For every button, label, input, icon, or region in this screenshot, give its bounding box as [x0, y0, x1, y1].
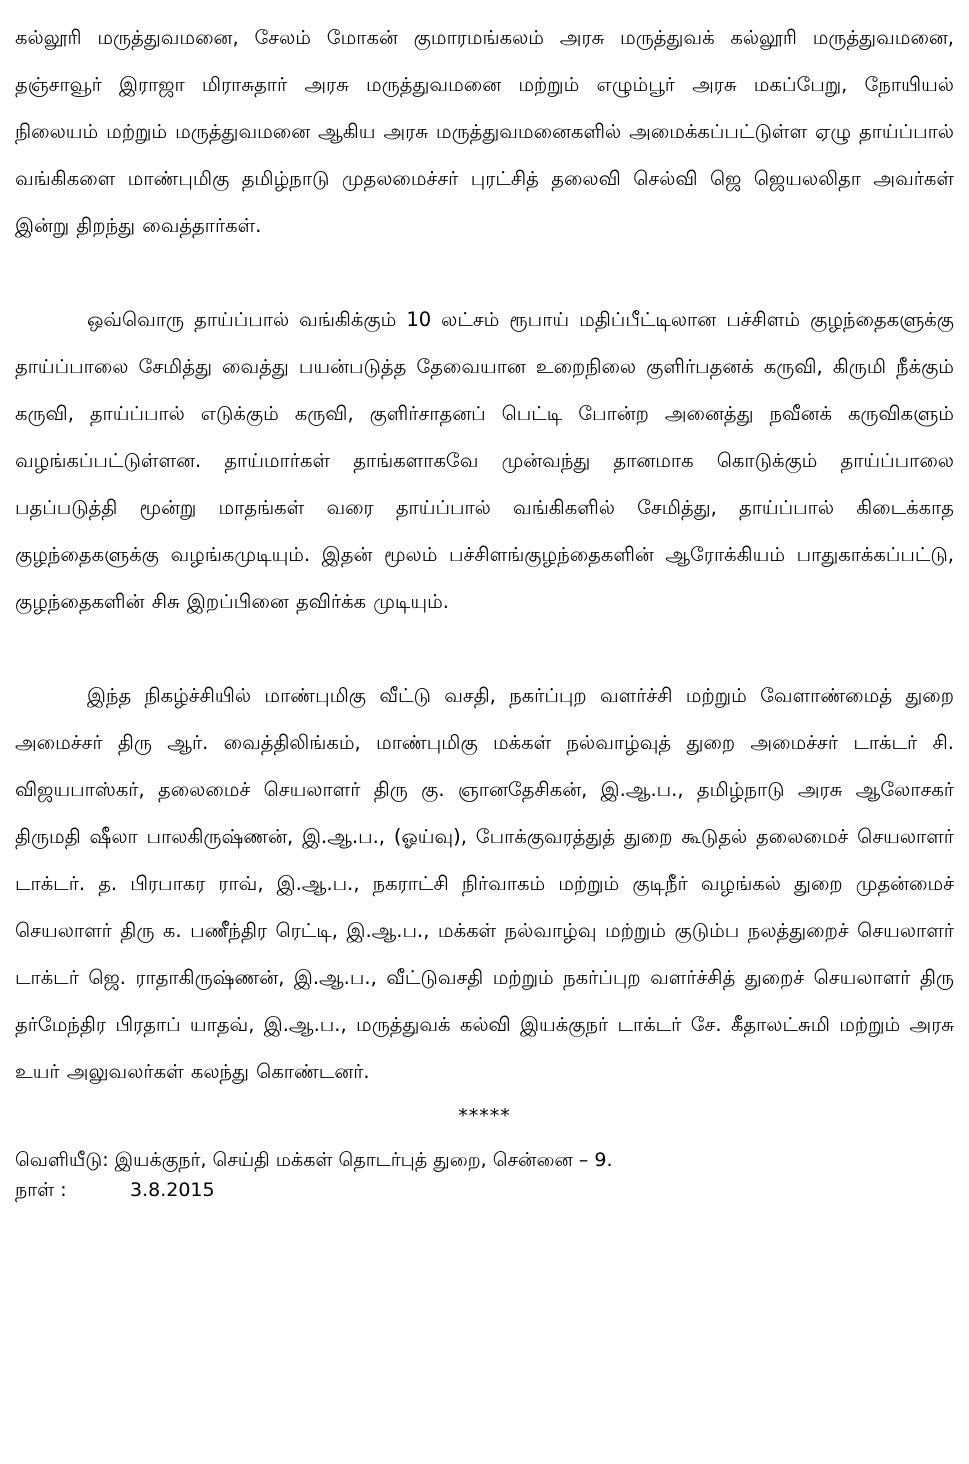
- paragraph-hospitals-inauguration: கல்லூரி மருத்துவமனை, சேலம் மோகன் குமாரமங்கலம் அரசு மருத்துவக் கல்லூரி மருத்துவமனை, தஞ்சாவூர் இராஜா மிராசுதார் அரசு மருத்துவமனை மற்றும் எழும்பூர் அரசு மகப்பேறு, நோயியல் நிலையம் மற்றும் மருத்துவமனை ஆகிய அரசு மருத்துவமனைகளில் அமைக்கப்பட்டுள்ள ஏழு தாய்ப்பால் வங்கிகளை மாண்புமிகு தமிழ்நாடு முதலமைச்சர் புரட்சித் தலைவி செல்வி ஜெ ஜெயலலிதா அவர்கள் இன்று திறந்து வைத்தார்கள்.: [15, 26, 954, 237]
- paragraph-attendees: இந்த நிகழ்ச்சியில் மாண்புமிகு வீட்டு வசதி, நகர்ப்புற வளர்ச்சி மற்றும் வேளாண்மைத் துறை அமைச்சர் திரு ஆர். வைத்திலிங்கம், மாண்புமிகு மக்கள் நல்வாழ்வுத் துறை அமைச்சர் டாக்டர் சி. விஜயபாஸ்கர், தலைமைச் செயலாளர் திரு கு. ஞானதேசிகன், இ.ஆ.ப., தமிழ்நாடு அரசு ஆலோசகர் திருமதி ஷீலா பாலகிருஷ்ணன், இ.ஆ.ப., (ஓய்வு), போக்குவரத்துத் துறை கூடுதல் தலைமைச் செயலாளர் டாக்டர். த. பிரபாகர ராவ், இ.ஆ.ப., நகராட்சி நிர்வாகம் மற்றும் குடிநீர் வழங்கல் துறை முதன்மைச் செயலாளர் திரு க. பணீந்திர ரெட்டி, இ.ஆ.ப., மக்கள் நல்வாழ்வு மற்றும் குடும்ப நலத்துறைச் செயலாளர் டாக்டர் ஜெ. ராதாகிருஷ்ணன், இ.ஆ.ப., வீட்டுவசதி மற்றும் நகர்ப்புற வளர்ச்சித் துறைச் செயலாளர் திரு தர்மேந்திர பிரதாப் யாதவ், இ.ஆ.ப., மருத்துவக் கல்வி இயக்குநர் டாக்டர் சே. கீதாலட்சுமி மற்றும் அரசு உயர் அலுவலர்கள் கலந்து கொண்டனர்.: [15, 684, 954, 1083]
- date-row: [15, 1175, 954, 1205]
- paragraph-gap: [15, 249, 954, 296]
- paragraph-gap: [15, 625, 954, 672]
- date-value: 3.8.2015: [130, 1179, 215, 1201]
- date-label: நாள் :: [15, 1179, 67, 1201]
- release-line: வெளியீடு: இயக்குநர், செய்தி மக்கள் தொடர்புத் துறை, சென்னை – 9.: [15, 1149, 613, 1171]
- release-footer: [15, 1145, 954, 1205]
- separator-stars: *****: [458, 1105, 511, 1127]
- paragraph-milk-bank-equipment: ஒவ்வொரு தாய்ப்பால் வங்கிக்கும் 10 லட்சம் ரூபாய் மதிப்பீட்டிலான பச்சிளம் குழந்தைகளுக்கு தாய்ப்பாலை சேமித்து வைத்து பயன்படுத்த தேவையான உறைநிலை குளிர்பதனக் கருவி, கிருமி நீக்கும் கருவி, தாய்ப்பால் எடுக்கும் கருவி, குளிர்சாதனப் பெட்டி போன்ற அனைத்து நவீனக் கருவிகளும் வழங்கப்பட்டுள்ளன. தாய்மார்கள் தாங்களாகவே முன்வந்து தானமாக கொடுக்கும் தாய்ப்பாலை பதப்படுத்தி மூன்று மாதங்கள் வரை தாய்ப்பால் வங்கிகளில் சேமித்து, தாய்ப்பால் கிடைக்காத குழந்தைகளுக்கு வழங்கமுடியும். இதன் மூலம் பச்சிளங்குழந்தைகளின் ஆரோக்கியம் பாதுகாக்கப்பட்டு, குழந்தைகளின் சிசு இறப்பினை தவிர்க்க முடியும்.: [15, 308, 954, 613]
